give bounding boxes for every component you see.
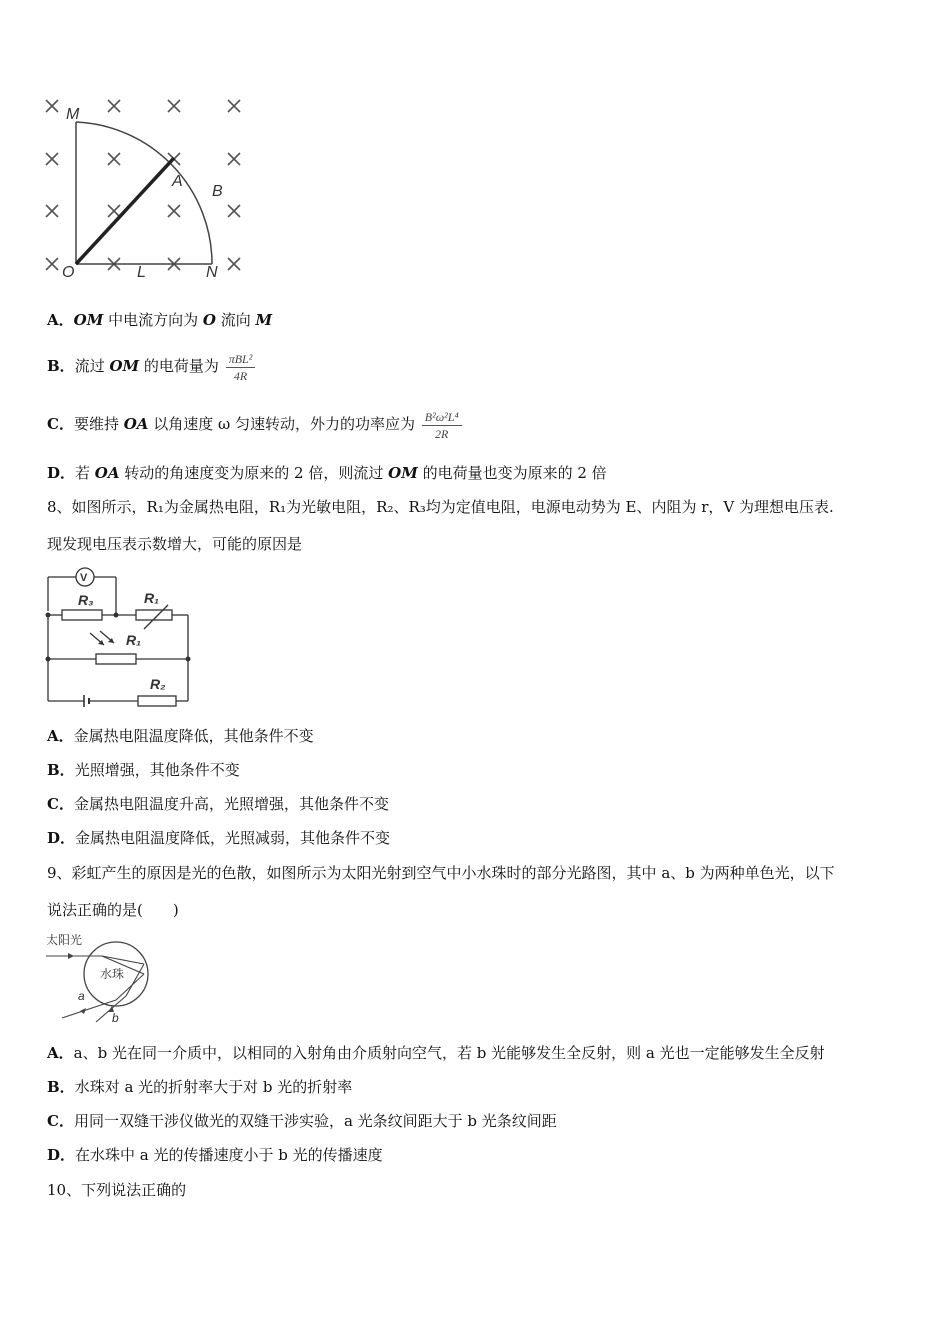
fraction: $\frac{\text{B²ω²L⁴}}{2R}$ bbox=[422, 409, 462, 442]
q8-circuit-figure bbox=[40, 565, 200, 710]
label-r2: R₂ bbox=[150, 676, 166, 692]
q7-option-b: B．流过 OM 的电荷量为 $\frac{\text{πBL²}}{4R}$ bbox=[47, 348, 255, 384]
q8-option-c: C．金属热电阻温度升高，光照增强，其他条件不变 bbox=[47, 795, 389, 813]
q9-option-c: C．用同一双缝干涉仪做光的双缝干涉实验，a 光条纹间距大于 b 光条纹间距 bbox=[47, 1112, 557, 1130]
q8-option-b: B．光照增强，其他条件不变 bbox=[47, 761, 240, 779]
q7-figure bbox=[40, 92, 250, 284]
label-r1-top: R₁ bbox=[144, 590, 160, 606]
resistor-r2 bbox=[138, 696, 176, 706]
q7-option-c: C．要维持 OA 以角速度 ω 匀速转动，外力的功率应为 $\frac{\text{B²ω²L⁴}}{2R}$ bbox=[47, 406, 462, 442]
q9-option-b: B．水珠对 a 光的折射率大于对 b 光的折射率 bbox=[47, 1078, 353, 1096]
label-a: A bbox=[172, 173, 183, 190]
q9-option-d: D．在水珠中 a 光的传播速度小于 b 光的传播速度 bbox=[47, 1146, 383, 1164]
voltmeter-label: V bbox=[80, 572, 88, 584]
fraction: $\frac{\text{πBL²}}{4R}$ bbox=[226, 351, 256, 384]
drop-label: 水珠 bbox=[100, 967, 125, 981]
q7-option-a: A．OM 中电流方向为 O 流向 M bbox=[47, 311, 273, 329]
q8-option-d: D．金属热电阻温度降低，光照减弱，其他条件不变 bbox=[47, 829, 391, 847]
q8-stem-line2: 现发现电压表示数增大，可能的原因是 bbox=[47, 535, 303, 553]
q10-stem: 10、下列说法正确的 bbox=[47, 1181, 187, 1199]
label-m: M bbox=[66, 106, 80, 123]
ray-a-label: a bbox=[78, 989, 85, 1003]
q9-stem-line1: 9、彩虹产生的原因是光的色散，如图所示为太阳光射到空气中小水珠时的部分光路图，其中 a、b 为两种单色光，以下 bbox=[47, 864, 835, 882]
ray-b-label: b bbox=[112, 1011, 119, 1025]
q9-droplet-figure bbox=[44, 930, 164, 1030]
label-r3: R₃ bbox=[78, 592, 94, 608]
label-l: L bbox=[137, 264, 146, 281]
label-o: O bbox=[62, 264, 75, 281]
q8-stem-line1: 8、如图所示，R₁为金属热电阻，R₁为光敏电阻，R₂、R₃均为定值电阻，电源电动势为 E、内阻为 r，V 为理想电压表. bbox=[47, 498, 834, 516]
label-b: B bbox=[212, 183, 223, 200]
sunlight-label: 太阳光 bbox=[46, 933, 83, 947]
q7-option-d: D．若 OA 转动的角速度变为原来的 2 倍，则流过 OM 的电荷量也变为原来的 2 倍 bbox=[47, 464, 607, 482]
rod-oa bbox=[76, 158, 174, 264]
q9-option-a: A．a、b 光在同一介质中，以相同的入射角由介质射向空气，若 b 光能够发生全反射，则 a 光也一定能够发生全反射 bbox=[47, 1044, 825, 1062]
resistor-r3 bbox=[62, 610, 102, 620]
q8-option-a: A．金属热电阻温度降低，其他条件不变 bbox=[47, 727, 314, 745]
q9-stem-line2: 说法正确的是( ) bbox=[47, 901, 179, 919]
label-n: N bbox=[206, 264, 218, 281]
resistor-r1-photo bbox=[96, 654, 136, 664]
label-r1-mid: R₁ bbox=[126, 632, 142, 648]
